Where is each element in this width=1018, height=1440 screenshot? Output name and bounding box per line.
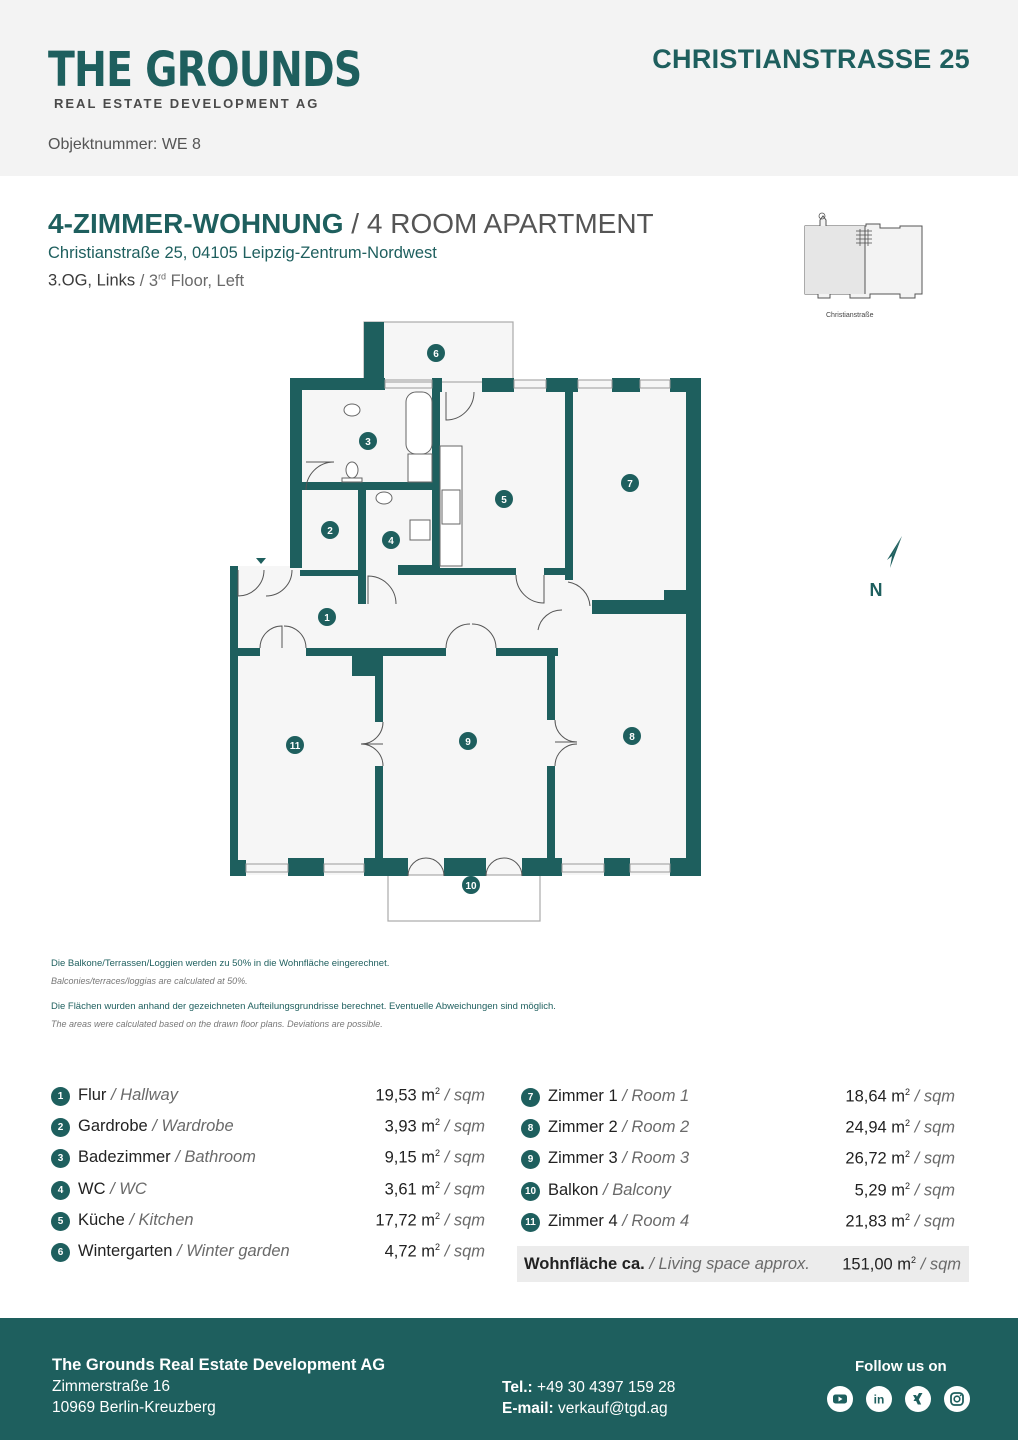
room-row [521, 1118, 955, 1142]
plan-label-5: 5 [501, 495, 507, 506]
room-area: 3,61 $m^2$ / sqm [384, 1179, 485, 1199]
room-area: 4,72 $m^2$ / sqm [384, 1242, 485, 1261]
logo-tagline: REAL ESTATE DEVELOPMENT AG [54, 96, 320, 111]
footer-city: 10969 Berlin-Kreuzberg [52, 1399, 216, 1416]
room-number-badge: 1 [51, 1087, 70, 1106]
room-name: Flur / Hallway [78, 1086, 178, 1104]
plan-label-8: 8 [629, 732, 635, 743]
footer-street: Zimmerstraße 16 [52, 1378, 170, 1395]
room-row [521, 1149, 955, 1173]
room-row [51, 1211, 485, 1235]
room-name: Gardrobe / Wardrobe [78, 1117, 234, 1136]
room-number-badge: 6 [51, 1243, 70, 1262]
room-name: Zimmer 4 / Room 4 [548, 1211, 690, 1230]
plan-label-7: 7 [627, 479, 633, 490]
building-address: CHRISTIANSTRASSE 25 [652, 44, 970, 74]
living-space-value: 151,00 $m^2$ / sqm [842, 1255, 961, 1274]
areas-note-de: Die Flächen wurden anhand der gezeichneten Aufteilungsgrundrisse berechnet. Eventuelle Abweichungen sind möglich. [51, 1001, 556, 1012]
balcony-note-en: Balconies/terraces/loggias are calculated at 50%. [51, 976, 248, 986]
room-row [51, 1180, 485, 1204]
footer [0, 1318, 1018, 1440]
room-row [51, 1242, 485, 1266]
plan-label-10: 10 [465, 881, 477, 892]
plan-label-11: 11 [289, 741, 301, 752]
north-label: N [869, 580, 883, 600]
room-name: Zimmer 2 / Room 2 [548, 1118, 690, 1137]
living-space-total [517, 1246, 969, 1282]
room-area: 21,83 $m^2$ / sqm [845, 1211, 955, 1231]
floor-de: 3.OG, Links [48, 271, 136, 290]
room-row [51, 1086, 485, 1110]
plan-label-2: 2 [327, 526, 333, 537]
room-name: WC / WC [78, 1179, 147, 1198]
title-en: / 4 ROOM APARTMENT [343, 208, 654, 239]
footer-company: The Grounds Real Estate Development AG [52, 1356, 386, 1374]
apartment-address: Christianstraße 25, 04105 Leipzig-Zentrum-Nordwest [48, 244, 437, 262]
plan-label-9: 9 [465, 737, 471, 748]
room-area: 9,15 $m^2$ / sqm [384, 1148, 485, 1167]
room-number-badge: 7 [521, 1088, 540, 1107]
room-area: 17,72 $m^2$ / sqm [375, 1210, 485, 1230]
room-name: Balkon / Balcony [548, 1180, 671, 1199]
plan-label-1: 1 [324, 613, 330, 624]
room-list-left [51, 1086, 485, 1276]
room-area: 19,53 $m^2$ / sqm [375, 1086, 485, 1105]
room-name: Wintergarten / Winter garden [78, 1242, 290, 1260]
room-name: Küche / Kitchen [78, 1210, 194, 1229]
room-area: 18,64 $m^2$ / sqm [845, 1087, 955, 1106]
room-number-badge: 11 [521, 1213, 540, 1232]
room-area: 24,94 $m^2$ / sqm [845, 1118, 955, 1137]
room-number-badge: 10 [521, 1182, 540, 1201]
room-number-badge: 8 [521, 1119, 540, 1138]
room-name: Zimmer 3 / Room 3 [548, 1149, 690, 1168]
balcony-note-de: Die Balkone/Terrassen/Loggien werden zu 50% in die Wohnfläche eingerechnet. [51, 958, 390, 969]
logo-wordmark: THE GROUNDS [48, 42, 362, 98]
room-row [521, 1087, 955, 1111]
object-number: Objektnummer: WE 8 [48, 136, 201, 153]
room-area: 26,72 $m^2$ / sqm [845, 1149, 955, 1168]
instagram-icon[interactable] [944, 1386, 970, 1412]
svg-text:in: in [873, 1392, 885, 1407]
room-row [521, 1212, 955, 1236]
room-name: Badezimmer / Bathroom [78, 1148, 256, 1167]
areas-note-en: The areas were calculated based on the drawn floor plans. Deviations are possible. [51, 1019, 383, 1029]
room-row [51, 1117, 485, 1141]
north-arrow-icon [862, 530, 910, 600]
room-row [51, 1148, 485, 1172]
room-number-badge: 2 [51, 1118, 70, 1137]
follow-us-label: Follow us on [855, 1358, 947, 1375]
plan-label-6: 6 [433, 349, 439, 360]
plan-label-4: 4 [388, 536, 394, 547]
room-number-badge: 3 [51, 1149, 70, 1168]
room-number-badge: 4 [51, 1181, 70, 1200]
plan-label-3: 3 [365, 437, 371, 448]
key-plan-label: Christianstraße [826, 312, 874, 319]
youtube-icon[interactable] [827, 1386, 853, 1412]
room-number-badge: 5 [51, 1212, 70, 1231]
room-area: 3,93 $m^2$ / sqm [384, 1117, 485, 1136]
room-list-right [521, 1087, 955, 1247]
xing-icon[interactable] [905, 1386, 931, 1412]
room-area: 5,29 $m^2$ / sqm [854, 1180, 955, 1200]
room-name: Zimmer 1 / Room 1 [548, 1087, 690, 1105]
footer-email[interactable]: E-mail: verkauf@tgd.ag [502, 1400, 668, 1417]
floor-en: / 3rd Floor, Left [135, 271, 245, 290]
linkedin-icon[interactable] [866, 1386, 892, 1412]
room-number-badge: 9 [521, 1150, 540, 1169]
room-row [521, 1181, 955, 1205]
title-de: 4-ZIMMER-WOHNUNG [48, 208, 344, 239]
living-space-label: Wohnfläche ca. / Living space approx. [524, 1255, 810, 1273]
footer-phone: Tel.: +49 30 4397 159 28 [502, 1379, 676, 1396]
